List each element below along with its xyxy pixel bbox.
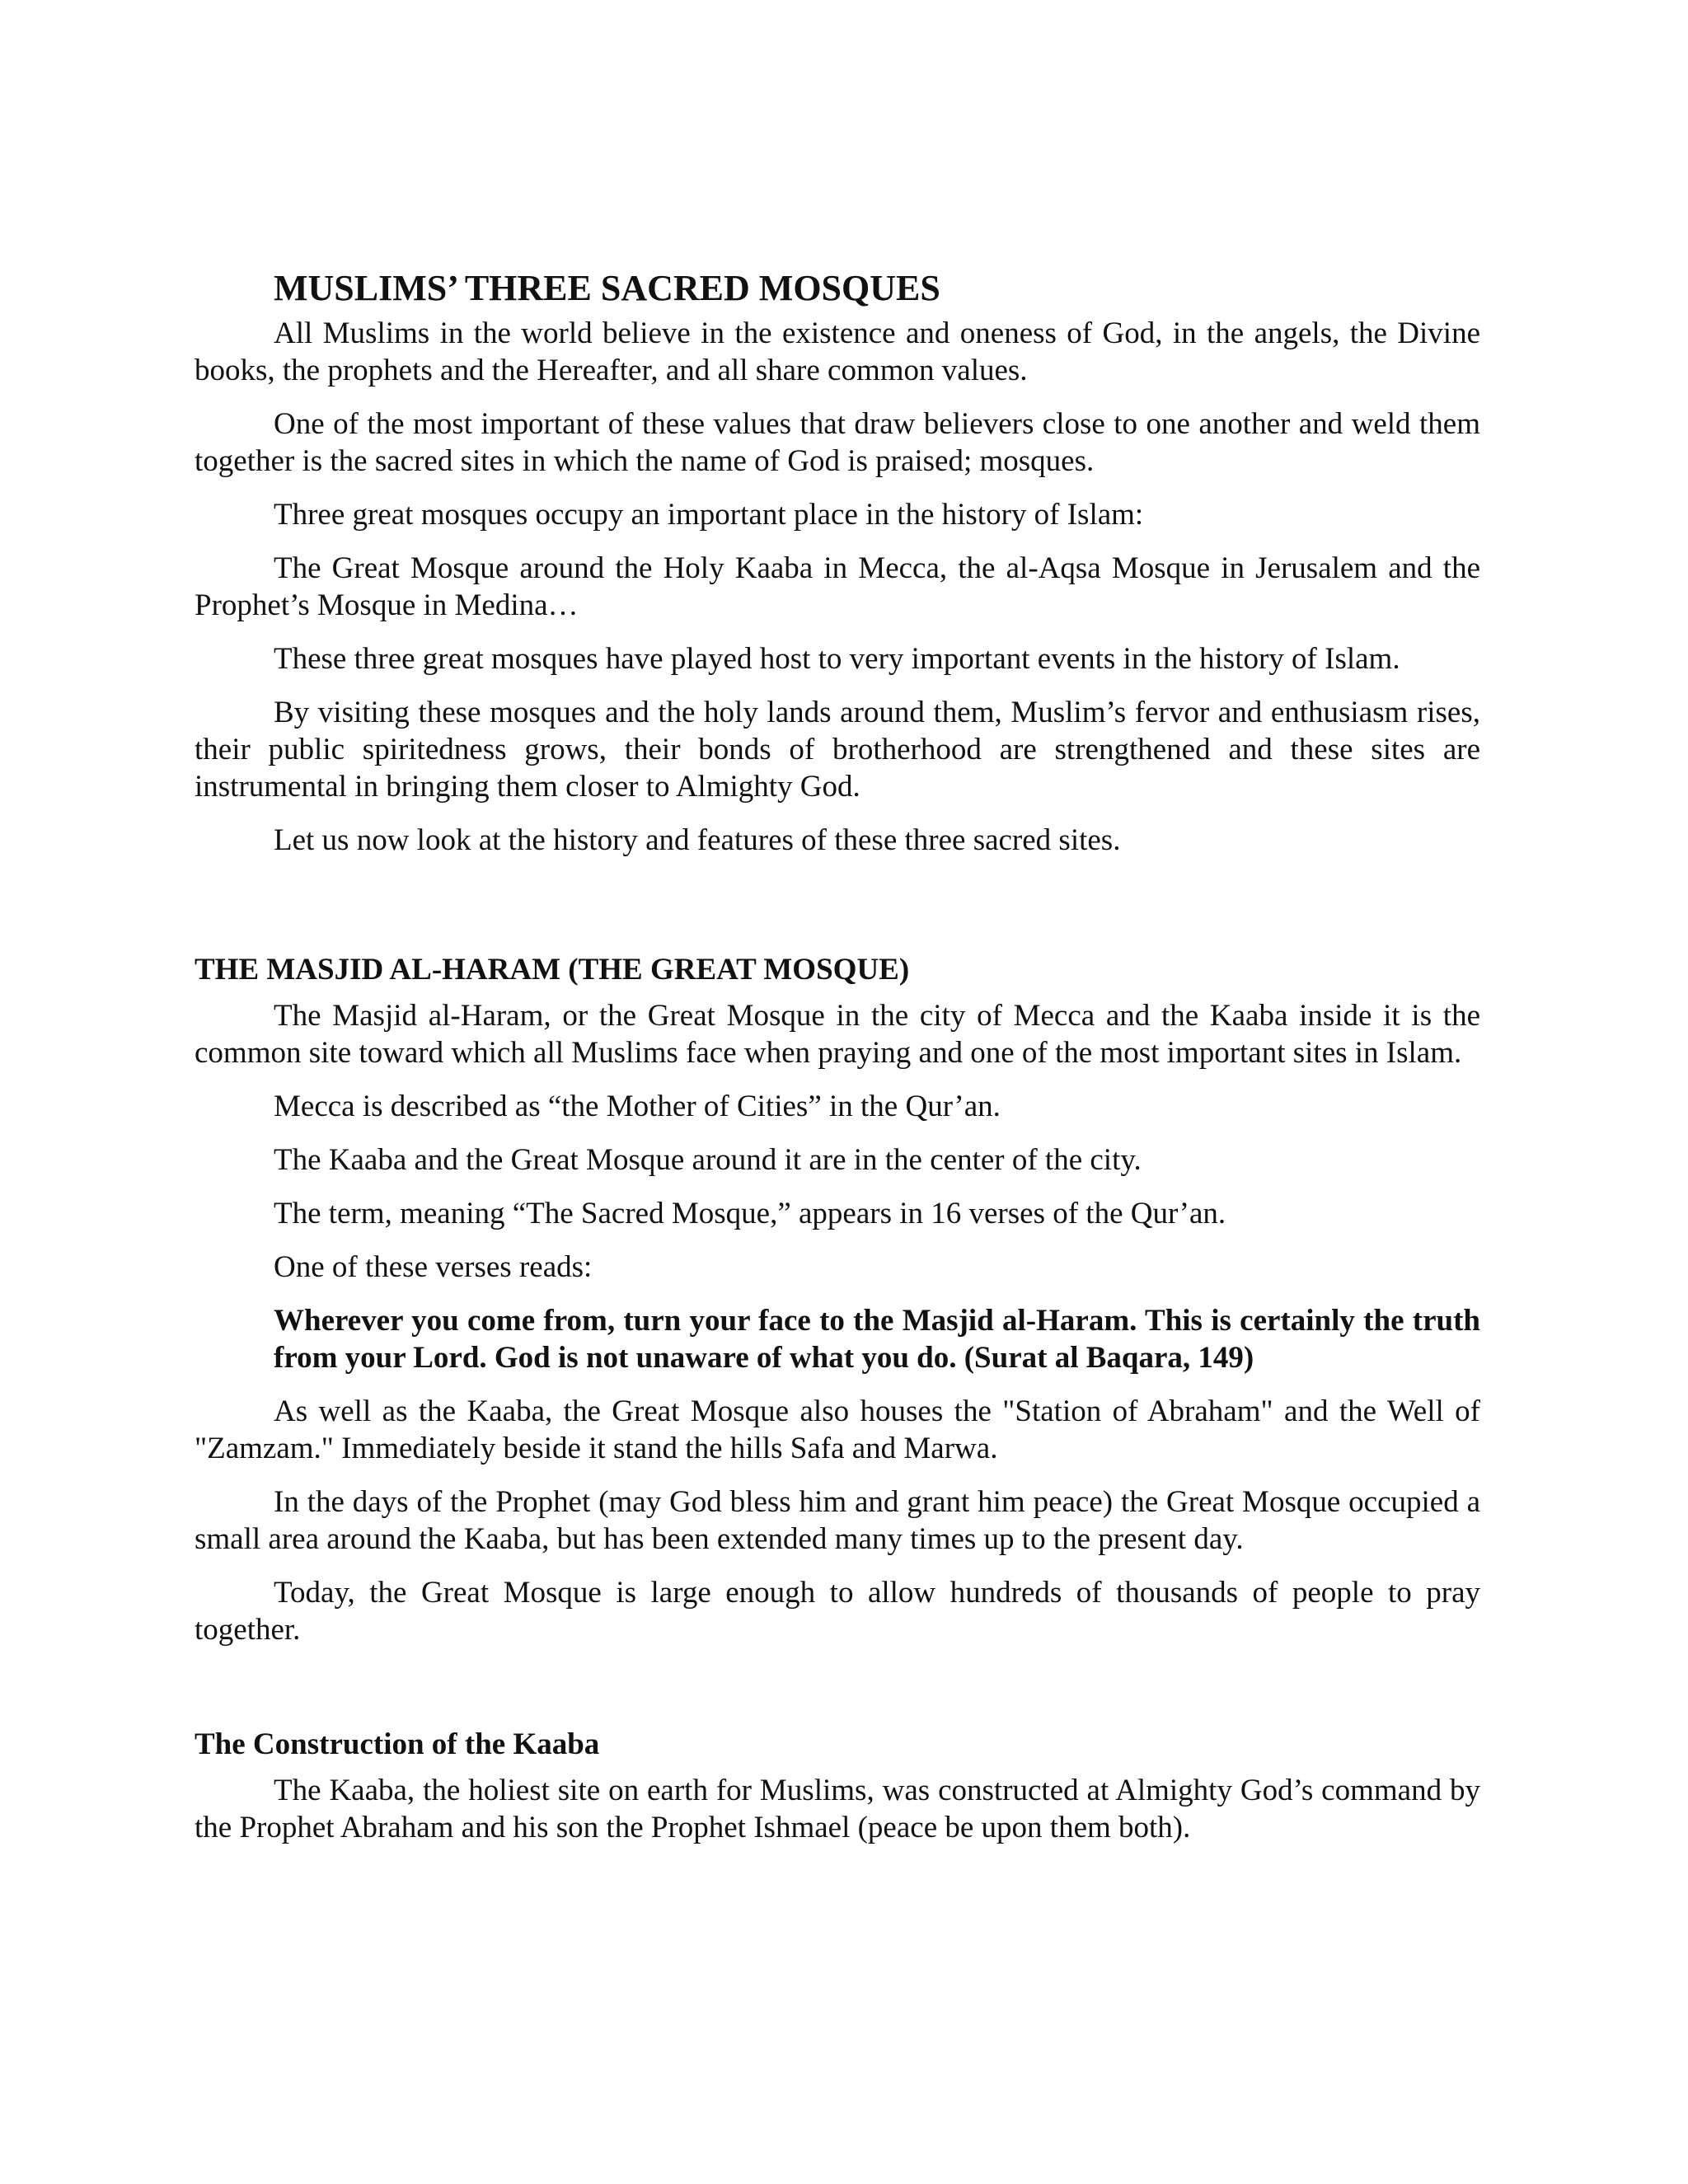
section-paragraph: The Kaaba and the Great Mosque around it are in the center of the city. [274,1143,1142,1177]
section-paragraph: Today, the Great Mosque is large enough to allow hundreds of thousands of people to pray together. [195,1576,1480,1647]
section-paragraph: In the days of the Prophet (may God bless him and grant him peace) the Great Mosque occupied a small area around the Kaaba, but has been extended many times up to the present day. [195,1485,1480,1556]
document-title: MUSLIMS’ THREE SACRED MOSQUES [274,268,940,308]
section-paragraph: The Masjid al-Haram, or the Great Mosque in the city of Mecca and the Kaaba inside it is the common site toward which all Muslims face when praying and one of the most important sites in Islam. [195,999,1480,1070]
intro-paragraph: Let us now look at the history and features of these three sacred sites. [274,823,1121,857]
document-page [195,265,1480,1863]
intro-paragraph: Three great mosques occupy an important place in the history of Islam: [274,498,1144,532]
section-spacer [195,1665,1480,1724]
intro-paragraph: One of the most important of these values that draw believers close to one another and weld them together is the sacred sites in which the name of God is praised; mosques. [195,407,1480,478]
section-spacer [195,875,1480,949]
intro-paragraph: By visiting these mosques and the holy lands around them, Muslim’s fervor and enthusiasm rises, their public spiritedness grows, their bonds of brotherhood are strengthened and these sites are instrumental in bringing them closer to Almighty God. [195,696,1480,804]
intro-paragraph: The Great Mosque around the Holy Kaaba in Mecca, the al-Aqsa Mosque in Jerusalem and the Prophet’s Mosque in Medina… [195,551,1480,622]
section-paragraph: The Kaaba, the holiest site on earth for Muslims, was constructed at Almighty God’s command by the Prophet Abraham and his son the Prophet Ishmael (peace be upon them both). [195,1774,1480,1844]
intro-paragraph: These three great mosques have played host to very important events in the history of Islam. [274,642,1400,676]
section-heading-masjid-al-haram: THE MASJID AL-HARAM (THE GREAT MOSQUE) [195,953,910,987]
section-paragraph: The term, meaning “The Sacred Mosque,” appears in 16 verses of the Qur’an. [274,1197,1226,1230]
intro-paragraph: All Muslims in the world believe in the existence and oneness of God, in the angels, the Divine books, the prophets and the Hereafter, and all share common values. [195,316,1480,387]
verse-quote: Wherever you come from, turn your face to the Masjid al-Haram. This is certainly the truth from your Lord. God is not unaware of what you do. (Surat al Baqara, 149) [274,1304,1480,1375]
section-paragraph: Mecca is described as “the Mother of Cities” in the Qur’an. [274,1090,1001,1123]
section-paragraph: As well as the Kaaba, the Great Mosque also houses the "Station of Abraham" and the Well of "Zamzam." Immediately beside it stand the hills Safa and Marwa. [195,1394,1480,1465]
section-paragraph: One of these verses reads: [274,1250,593,1284]
section-heading-kaaba-construction: The Construction of the Kaaba [195,1727,600,1761]
